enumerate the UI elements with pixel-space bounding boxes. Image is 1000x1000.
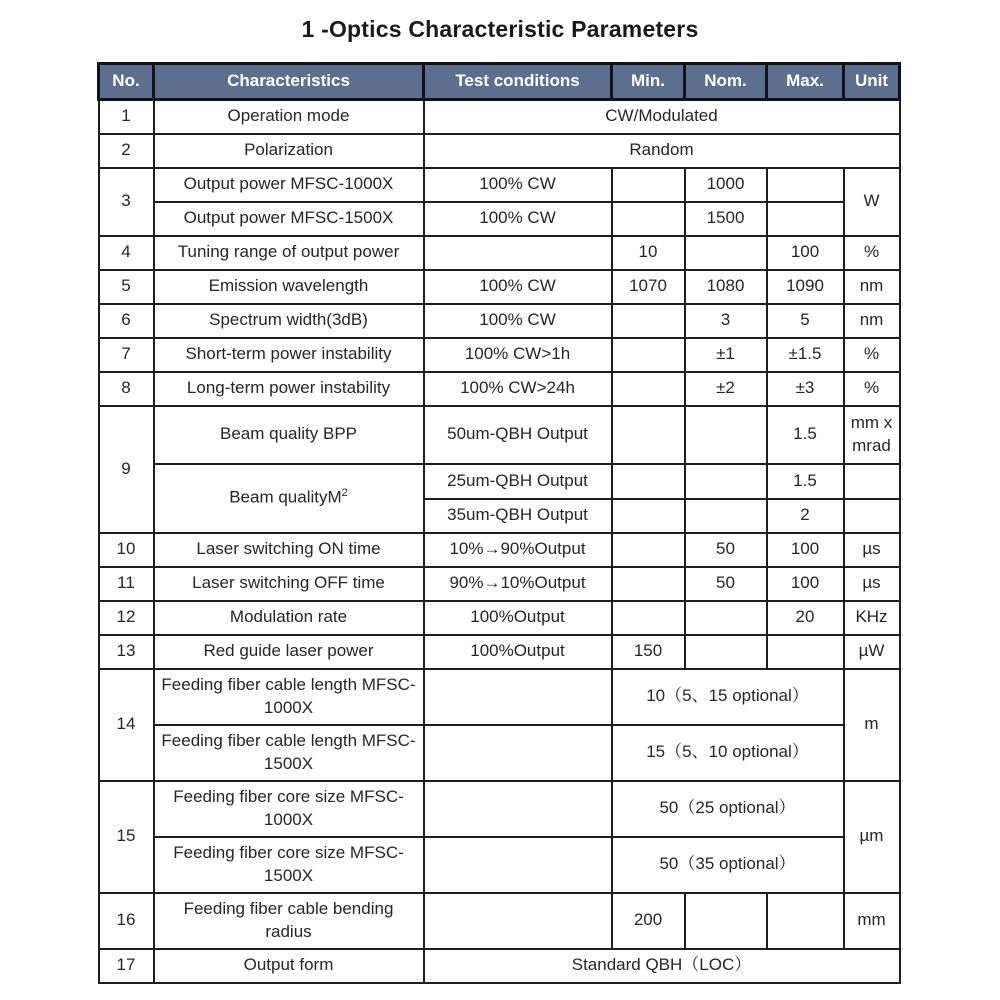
row11-min: [612, 567, 685, 601]
table-row: [99, 635, 900, 669]
row10-characteristic: Laser switching ON time: [154, 533, 424, 567]
row6-max: 5: [767, 304, 844, 338]
row9b-test: 25um-QBH Output: [424, 464, 612, 499]
row6-characteristic: Spectrum width(3dB): [154, 304, 424, 338]
table-row: [99, 601, 900, 635]
row6-min: [612, 304, 685, 338]
row3a-nom: 1000: [685, 168, 767, 202]
row12-max: 20: [767, 601, 844, 635]
row5-unit: nm: [844, 270, 900, 304]
row1-characteristic: Operation mode: [154, 100, 424, 134]
table-row: [99, 372, 900, 406]
row3-no: 3: [99, 168, 154, 236]
beam-quality-m2-label: Beam qualityM: [229, 487, 342, 507]
header-min: Min.: [612, 64, 685, 100]
row7-no: 7: [99, 338, 154, 372]
row15a-characteristic: Feeding fiber core size MFSC-1000X: [154, 781, 424, 837]
row9b-characteristic: [154, 464, 424, 533]
row16-nom: [685, 893, 767, 949]
row12-min: [612, 601, 685, 635]
table-row: [99, 781, 900, 837]
row1-no: 1: [99, 100, 154, 134]
row11-characteristic: Laser switching OFF time: [154, 567, 424, 601]
row9a-max: 1.5: [767, 406, 844, 464]
row14b-value: 15（5、10 optional）: [612, 725, 844, 781]
table-row: [99, 567, 900, 601]
header-test-conditions: Test conditions: [424, 64, 612, 100]
row15b-test: [424, 837, 612, 893]
table-row: [99, 533, 900, 567]
row8-nom: ±2: [685, 372, 767, 406]
row3a-characteristic: Output power MFSC-1000X: [154, 168, 424, 202]
table-row: [99, 202, 900, 236]
row3-unit: W: [844, 168, 900, 236]
row4-nom: [685, 236, 767, 270]
row5-min: 1070: [612, 270, 685, 304]
optics-parameters-table: [97, 62, 901, 984]
row9-no: 9: [99, 406, 154, 533]
row3a-min: [612, 168, 685, 202]
row9b-nom: [685, 464, 767, 499]
row1-value: CW/Modulated: [424, 100, 900, 134]
row16-max: [767, 893, 844, 949]
row2-characteristic: Polarization: [154, 134, 424, 168]
row15a-value: 50（25 optional）: [612, 781, 844, 837]
row8-max: ±3: [767, 372, 844, 406]
row14-no: 14: [99, 669, 154, 781]
row9a-min: [612, 406, 685, 464]
row3a-test: 100% CW: [424, 168, 612, 202]
row16-no: 16: [99, 893, 154, 949]
row6-no: 6: [99, 304, 154, 338]
row3b-min: [612, 202, 685, 236]
row2-no: 2: [99, 134, 154, 168]
row5-no: 5: [99, 270, 154, 304]
row11-test: 90%→10%Output: [424, 567, 612, 601]
row10-min: [612, 533, 685, 567]
row6-test: 100% CW: [424, 304, 612, 338]
row11-nom: 50: [685, 567, 767, 601]
row8-min: [612, 372, 685, 406]
row9b-max: 1.5: [767, 464, 844, 499]
row17-value: Standard QBH（LOC）: [424, 949, 900, 983]
row11-no: 11: [99, 567, 154, 601]
row8-characteristic: Long-term power instability: [154, 372, 424, 406]
table-row: [99, 837, 900, 893]
row10-nom: 50: [685, 533, 767, 567]
table-row: [99, 669, 900, 725]
row14a-characteristic: Feeding fiber cable length MFSC-1000X: [154, 669, 424, 725]
row9c-unit: [844, 499, 900, 533]
header-no: No.: [99, 64, 154, 100]
row9b-min: [612, 464, 685, 499]
row4-test: [424, 236, 612, 270]
table-row: [99, 236, 900, 270]
row9c-test: 35um-QBH Output: [424, 499, 612, 533]
row11-unit: µs: [844, 567, 900, 601]
row16-characteristic: Feeding fiber cable bending radius: [154, 893, 424, 949]
header-max: Max.: [767, 64, 844, 100]
table-row: [99, 338, 900, 372]
row14a-test: [424, 669, 612, 725]
row17-characteristic: Output form: [154, 949, 424, 983]
row10-test: 10%→90%Output: [424, 533, 612, 567]
row13-no: 13: [99, 635, 154, 669]
row3b-max: [767, 202, 844, 236]
row12-unit: KHz: [844, 601, 900, 635]
row14-unit: m: [844, 669, 900, 781]
row6-unit: nm: [844, 304, 900, 338]
row16-unit: mm: [844, 893, 900, 949]
row13-max: [767, 635, 844, 669]
row15-no: 15: [99, 781, 154, 893]
row3b-test: 100% CW: [424, 202, 612, 236]
row15b-characteristic: Feeding fiber core size MFSC-1500X: [154, 837, 424, 893]
row7-min: [612, 338, 685, 372]
row8-no: 8: [99, 372, 154, 406]
table-row: [99, 893, 900, 949]
row12-no: 12: [99, 601, 154, 635]
row9b-unit: [844, 464, 900, 499]
row13-characteristic: Red guide laser power: [154, 635, 424, 669]
row15a-test: [424, 781, 612, 837]
row3b-characteristic: Output power MFSC-1500X: [154, 202, 424, 236]
page-title: 1 -Optics Characteristic Parameters: [301, 16, 699, 42]
row14b-characteristic: Feeding fiber cable length MFSC-1500X: [154, 725, 424, 781]
row9c-nom: [685, 499, 767, 533]
row5-test: 100% CW: [424, 270, 612, 304]
table-header-row: [99, 64, 900, 100]
row12-test: 100%Output: [424, 601, 612, 635]
row9c-min: [612, 499, 685, 533]
row15-unit: µm: [844, 781, 900, 893]
table-row: [99, 270, 900, 304]
row14a-value: 10（5、15 optional）: [612, 669, 844, 725]
row8-unit: %: [844, 372, 900, 406]
row10-max: 100: [767, 533, 844, 567]
row4-no: 4: [99, 236, 154, 270]
row4-max: 100: [767, 236, 844, 270]
table-row: [99, 725, 900, 781]
row11-max: 100: [767, 567, 844, 601]
table-row: [99, 949, 900, 983]
row13-min: 150: [612, 635, 685, 669]
row5-characteristic: Emission wavelength: [154, 270, 424, 304]
row13-test: 100%Output: [424, 635, 612, 669]
row4-unit: %: [844, 236, 900, 270]
header-unit: Unit: [844, 64, 900, 100]
row9a-test: 50um-QBH Output: [424, 406, 612, 464]
header-nom: Nom.: [685, 64, 767, 100]
table-row: [99, 464, 900, 499]
table-row: [99, 134, 900, 168]
row5-max: 1090: [767, 270, 844, 304]
row7-unit: %: [844, 338, 900, 372]
row12-characteristic: Modulation rate: [154, 601, 424, 635]
row16-test: [424, 893, 612, 949]
row7-max: ±1.5: [767, 338, 844, 372]
row9a-characteristic: Beam quality BPP: [154, 406, 424, 464]
row10-no: 10: [99, 533, 154, 567]
table-row: [99, 304, 900, 338]
row7-test: 100% CW>1h: [424, 338, 612, 372]
row6-nom: 3: [685, 304, 767, 338]
row9a-nom: [685, 406, 767, 464]
row10-unit: µs: [844, 533, 900, 567]
table-row: [99, 168, 900, 202]
table-row: [99, 406, 900, 464]
m2-superscript: 2: [341, 487, 348, 500]
row9a-unit: mm x mrad: [844, 406, 900, 464]
row5-nom: 1080: [685, 270, 767, 304]
row7-nom: ±1: [685, 338, 767, 372]
row9c-max: 2: [767, 499, 844, 533]
row8-test: 100% CW>24h: [424, 372, 612, 406]
table-row: [99, 100, 900, 134]
row4-min: 10: [612, 236, 685, 270]
row17-no: 17: [99, 949, 154, 983]
row14b-test: [424, 725, 612, 781]
row2-value: Random: [424, 134, 900, 168]
row13-nom: [685, 635, 767, 669]
row3a-max: [767, 168, 844, 202]
header-characteristics: Characteristics: [154, 64, 424, 100]
row12-nom: [685, 601, 767, 635]
row16-min: 200: [612, 893, 685, 949]
row4-characteristic: Tuning range of output power: [154, 236, 424, 270]
row13-unit: µW: [844, 635, 900, 669]
row7-characteristic: Short-term power instability: [154, 338, 424, 372]
row15b-value: 50（35 optional）: [612, 837, 844, 893]
row3b-nom: 1500: [685, 202, 767, 236]
